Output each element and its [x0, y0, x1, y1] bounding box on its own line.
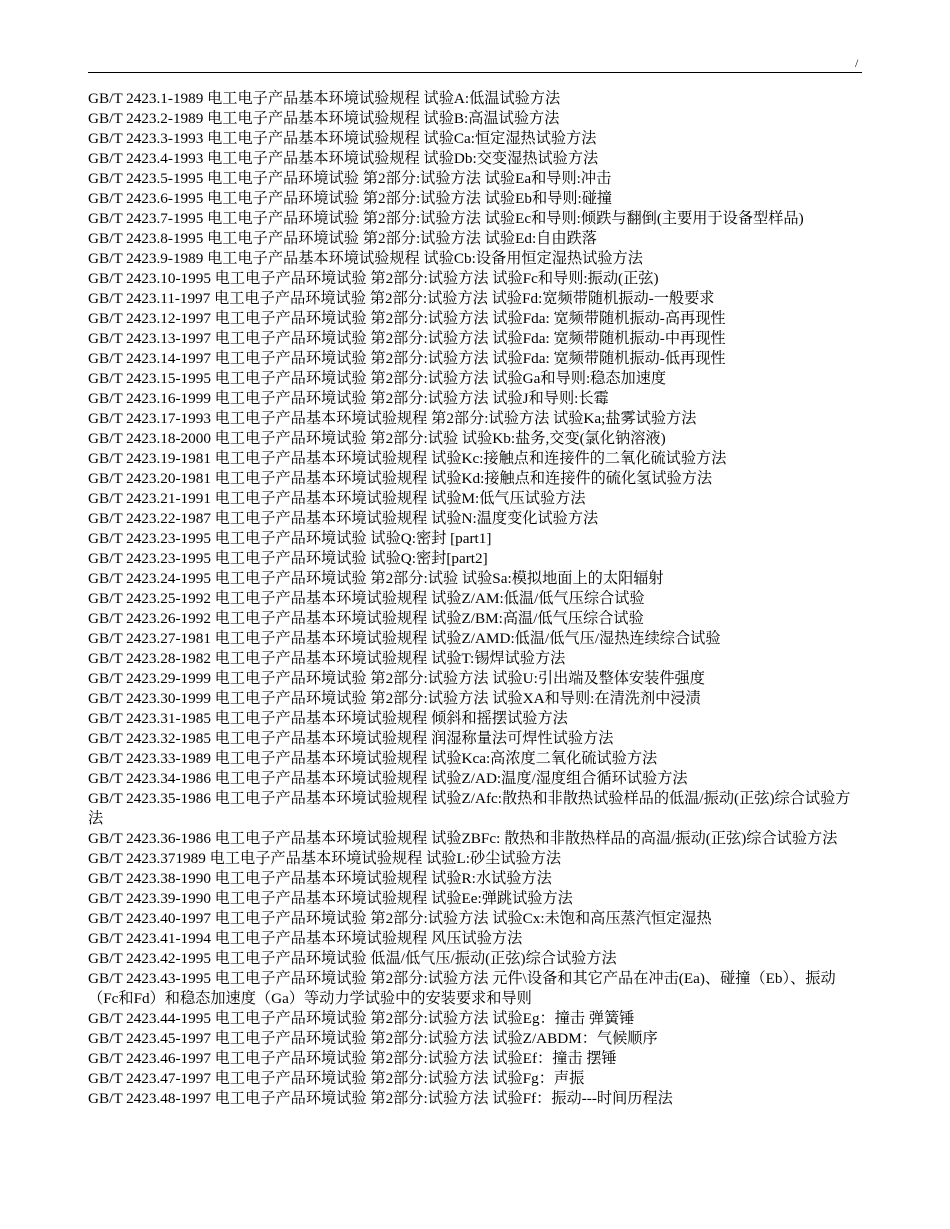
standard-entry: GB/T 2423.18-2000 电工电子产品环境试验 第2部分:试验 试验Kb:盐务,交变(氯化钠溶液) [88, 430, 666, 447]
standards-list [88, 89, 863, 1109]
standard-entry: GB/T 2423.29-1999 电工电子产品环境试验 第2部分:试验方法 试验U:引出端及整体安装件强度 [88, 670, 705, 687]
standard-entry: GB/T 2423.28-1982 电工电子产品基本环境试验规程 试验T:锡焊试验方法 [88, 650, 566, 667]
standard-entry: GB/T 2423.371989 电工电子产品基本环境试验规程 试验L:砂尘试验方法 [88, 850, 562, 867]
standard-entry: GB/T 2423.9-1989 电工电子产品基本环境试验规程 试验Cb:设备用恒定湿热试验方法 [88, 250, 643, 267]
standard-entry: GB/T 2423.1-1989 电工电子产品基本环境试验规程 试验A:低温试验方法 [88, 90, 561, 107]
standard-entry: GB/T 2423.23-1995 电工电子产品环境试验 试验Q:密封[part2] [88, 550, 488, 567]
standard-entry: GB/T 2423.20-1981 电工电子产品基本环境试验规程 试验Kd:接触点和连接件的硫化氢试验方法 [88, 470, 713, 487]
standard-entry: GB/T 2423.40-1997 电工电子产品环境试验 第2部分:试验方法 试验Cx:未饱和高压蒸汽恒定湿热 [88, 910, 712, 927]
standard-entry: GB/T 2423.8-1995 电工电子产品环境试验 第2部分:试验方法 试验Ed:自由跌落 [88, 230, 597, 247]
standard-entry: GB/T 2423.46-1997 电工电子产品环境试验 第2部分:试验方法 试验Ef：撞击 摆锤 [88, 1050, 617, 1067]
standard-entry: GB/T 2423.16-1999 电工电子产品环境试验 第2部分:试验方法 试验J和导则:长霉 [88, 390, 609, 407]
standard-entry: GB/T 2423.5-1995 电工电子产品环境试验 第2部分:试验方法 试验Ea和导则:冲击 [88, 170, 612, 187]
standard-entry: GB/T 2423.47-1997 电工电子产品环境试验 第2部分:试验方法 试验Fg：声振 [88, 1070, 585, 1087]
header-rule [88, 72, 862, 73]
standard-entry: GB/T 2423.43-1995 电工电子产品环境试验 第2部分:试验方法 元件\设备和其它产品在冲击(Ea)、碰撞（Eb）、振动（Fc和Fd）和稳态加速度（Ga）等动力学试验中的安装要求和导则 [88, 970, 836, 1007]
standard-entry: GB/T 2423.17-1993 电工电子产品基本环境试验规程 第2部分:试验方法 试验Ka;盐雾试验方法 [88, 410, 697, 427]
standard-entry: GB/T 2423.2-1989 电工电子产品基本环境试验规程 试验B:高温试验方法 [88, 110, 560, 127]
standard-entry: GB/T 2423.3-1993 电工电子产品基本环境试验规程 试验Ca:恒定湿热试验方法 [88, 130, 597, 147]
standard-entry: GB/T 2423.15-1995 电工电子产品环境试验 第2部分:试验方法 试验Ga和导则:稳态加速度 [88, 370, 667, 387]
standard-entry: GB/T 2423.35-1986 电工电子产品基本环境试验规程 试验Z/Afc:散热和非散热试验样品的低温/振动(正弦)综合试验方法 [88, 790, 851, 827]
standard-entry: GB/T 2423.10-1995 电工电子产品环境试验 第2部分:试验方法 试验Fc和导则:振动(正弦) [88, 270, 659, 287]
standard-entry: GB/T 2423.38-1990 电工电子产品基本环境试验规程 试验R:水试验方法 [88, 870, 552, 887]
standard-entry: GB/T 2423.4-1993 电工电子产品基本环境试验规程 试验Db:交变湿热试验方法 [88, 150, 599, 167]
standard-entry: GB/T 2423.14-1997 电工电子产品环境试验 第2部分:试验方法 试验Fda: 宽频带随机振动-低再现性 [88, 350, 726, 367]
standard-entry: GB/T 2423.13-1997 电工电子产品环境试验 第2部分:试验方法 试验Fda: 宽频带随机振动-中再现性 [88, 330, 726, 347]
standard-entry: GB/T 2423.31-1985 电工电子产品基本环境试验规程 倾斜和摇摆试验方法 [88, 710, 568, 727]
standard-entry: GB/T 2423.42-1995 电工电子产品环境试验 低温/低气压/振动(正弦)综合试验方法 [88, 950, 617, 967]
standard-entry: GB/T 2423.11-1997 电工电子产品环境试验 第2部分:试验方法 试验Fd:宽频带随机振动-一般要求 [88, 290, 715, 307]
page-mark: / [855, 56, 859, 70]
standard-entry: GB/T 2423.34-1986 电工电子产品基本环境试验规程 试验Z/AD:温度/湿度组合循环试验方法 [88, 770, 688, 787]
standard-entry: GB/T 2423.48-1997 电工电子产品环境试验 第2部分:试验方法 试验Ff：振动---时间历程法 [88, 1090, 673, 1107]
standard-entry: GB/T 2423.21-1991 电工电子产品基本环境试验规程 试验M:低气压试验方法 [88, 490, 586, 507]
standard-entry: GB/T 2423.36-1986 电工电子产品基本环境试验规程 试验ZBFc: 散热和非散热样品的高温/振动(正弦)综合试验方法 [88, 830, 838, 847]
standard-entry: GB/T 2423.41-1994 电工电子产品基本环境试验规程 风压试验方法 [88, 930, 523, 947]
standard-entry: GB/T 2423.19-1981 电工电子产品基本环境试验规程 试验Kc:接触点和连接件的二氧化硫试验方法 [88, 450, 727, 467]
standard-entry: GB/T 2423.6-1995 电工电子产品环境试验 第2部分:试验方法 试验Eb和导则:碰撞 [88, 190, 613, 207]
standard-entry: GB/T 2423.25-1992 电工电子产品基本环境试验规程 试验Z/AM:低温/低气压综合试验 [88, 590, 645, 607]
standard-entry: GB/T 2423.45-1997 电工电子产品环境试验 第2部分:试验方法 试验Z/ABDM：气候顺序 [88, 1030, 658, 1047]
standard-entry: GB/T 2423.22-1987 电工电子产品基本环境试验规程 试验N:温度变化试验方法 [88, 510, 599, 527]
standard-entry: GB/T 2423.44-1995 电工电子产品环境试验 第2部分:试验方法 试验Eg：撞击 弹簧锤 [88, 1010, 635, 1027]
standard-entry: GB/T 2423.24-1995 电工电子产品环境试验 第2部分:试验 试验Sa:模拟地面上的太阳辐射 [88, 570, 664, 587]
standard-entry: GB/T 2423.33-1989 电工电子产品基本环境试验规程 试验Kca:高浓度二氧化硫试验方法 [88, 750, 658, 767]
standard-entry: GB/T 2423.12-1997 电工电子产品环境试验 第2部分:试验方法 试验Fda: 宽频带随机振动-高再现性 [88, 310, 726, 327]
standard-entry: GB/T 2423.32-1985 电工电子产品基本环境试验规程 润湿称量法可焊性试验方法 [88, 730, 614, 747]
standard-entry: GB/T 2423.39-1990 电工电子产品基本环境试验规程 试验Ee:弹跳试验方法 [88, 890, 573, 907]
standard-entry: GB/T 2423.26-1992 电工电子产品基本环境试验规程 试验Z/BM:高温/低气压综合试验 [88, 610, 644, 627]
standard-entry: GB/T 2423.7-1995 电工电子产品环境试验 第2部分:试验方法 试验Ec和导则:倾跌与翻倒(主要用于设备型样品) [88, 210, 804, 227]
standard-entry: GB/T 2423.27-1981 电工电子产品基本环境试验规程 试验Z/AMD:低温/低气压/湿热连续综合试验 [88, 630, 721, 647]
standard-entry: GB/T 2423.30-1999 电工电子产品环境试验 第2部分:试验方法 试验XA和导则:在清洗剂中浸渍 [88, 690, 701, 707]
standard-entry: GB/T 2423.23-1995 电工电子产品环境试验 试验Q:密封 [part1] [88, 530, 492, 547]
